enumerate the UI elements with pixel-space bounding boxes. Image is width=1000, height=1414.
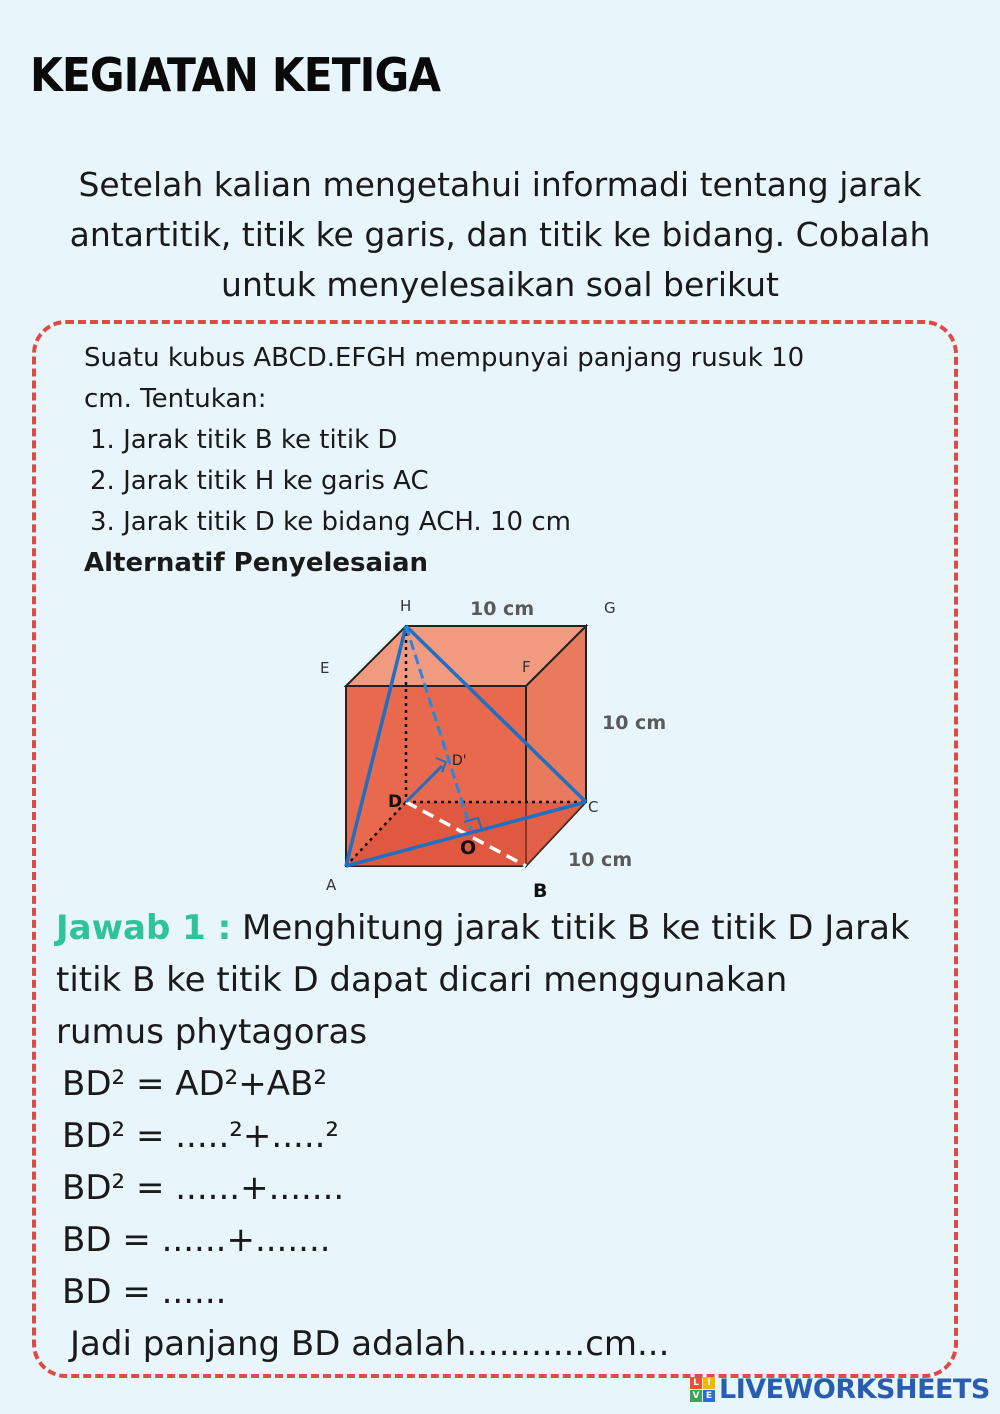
cube-figure <box>300 590 680 900</box>
dim-bottom: 10 cm <box>568 849 633 871</box>
label-Dprime: D' <box>452 753 467 769</box>
problem-item: 2. Jarak titik H ke garis AC <box>90 466 429 496</box>
label-C: C <box>588 798 599 816</box>
label-D: D <box>388 792 403 812</box>
label-F: F <box>522 658 531 676</box>
problem-line: cm. Tentukan: <box>84 384 267 414</box>
problem-item: 3. Jarak titik D ke bidang ACH. 10 cm <box>90 507 571 537</box>
formula-line[interactable]: BD² = .....²+.....² <box>62 1116 340 1156</box>
answer-text: Menghitung jarak titik B ke titik D Jarak <box>231 908 910 948</box>
problem-line: Suatu kubus ABCD.EFGH mempunyai panjang rusuk 10 <box>84 343 805 373</box>
logo-icon: L I V E <box>690 1377 715 1402</box>
label-H: H <box>400 597 412 615</box>
dim-right: 10 cm <box>602 712 667 734</box>
label-E: E <box>320 659 330 677</box>
label-B: B <box>533 880 548 900</box>
problem-item: 1. Jarak titik B ke titik D <box>90 425 398 455</box>
formula-line[interactable]: BD² = AD²+AB² <box>62 1064 328 1104</box>
intro-line: untuk menyelesaikan soal berikut <box>221 265 779 304</box>
conclusion-line[interactable]: Jadi panjang BD adalah...........cm... <box>70 1324 670 1364</box>
page-title: KEGIATAN KETIGA <box>30 48 441 102</box>
alt-heading: Alternatif Penyelesaian <box>84 548 428 578</box>
intro-line: Setelah kalian mengetahui informadi tentang jarak <box>78 165 922 204</box>
formula-line[interactable]: BD = ...... <box>62 1272 227 1312</box>
logo-text: LIVEWORKSHEETS <box>719 1374 990 1405</box>
jawab-label: Jawab 1 : <box>56 908 232 948</box>
answer-line: rumus phytagoras <box>56 1012 368 1052</box>
intro-line: antartitik, titik ke garis, dan titik ke bidang. Cobalah <box>69 215 931 254</box>
answer-line: titik B ke titik D dapat dicari menggunakan <box>56 960 788 1000</box>
dim-top: 10 cm <box>470 598 535 620</box>
liveworksheets-logo <box>690 1374 990 1405</box>
answer-section <box>56 902 910 1370</box>
formula-line[interactable]: BD² = ......+....... <box>62 1168 345 1208</box>
label-O: O <box>460 837 477 859</box>
formula-line[interactable]: BD = ......+....... <box>62 1220 331 1260</box>
label-A: A <box>326 876 337 894</box>
answer-first-line <box>56 902 910 954</box>
label-G: G <box>604 599 616 617</box>
intro-text <box>20 160 980 310</box>
problem-statement <box>84 338 804 584</box>
